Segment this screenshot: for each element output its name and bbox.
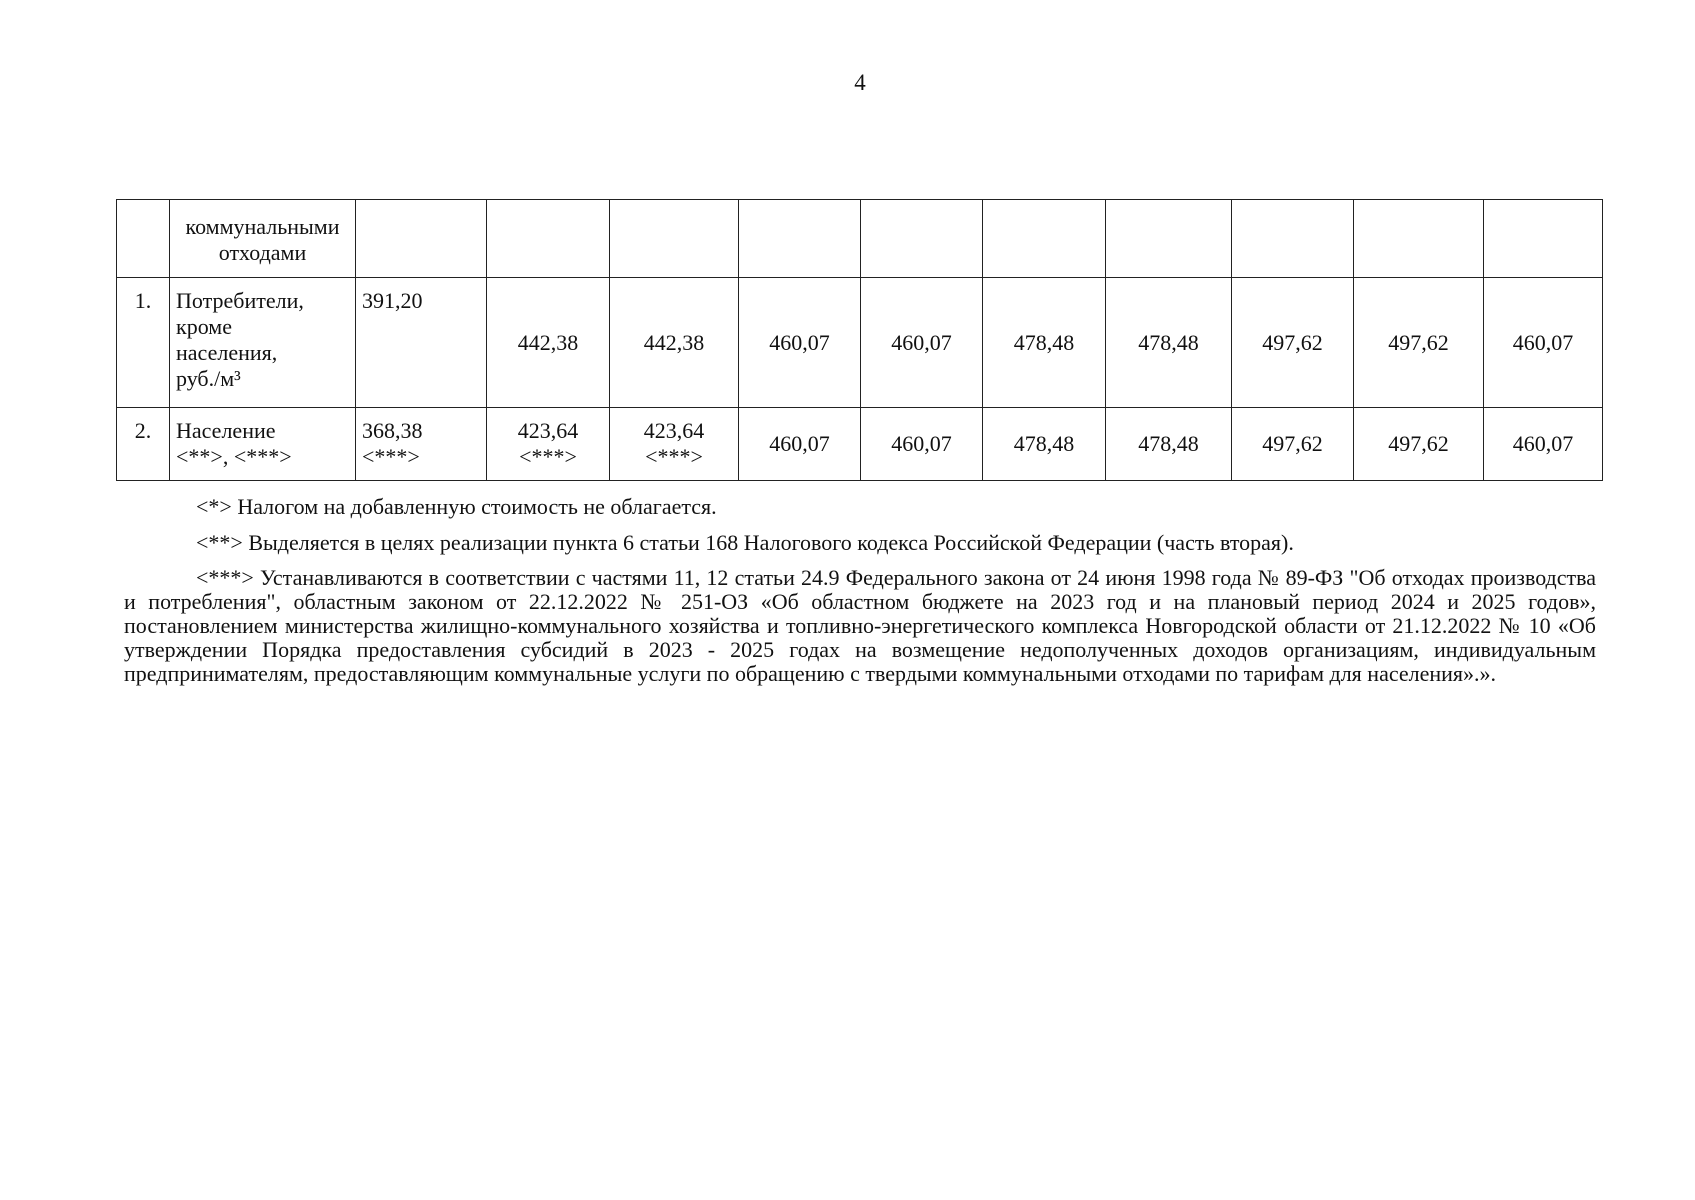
row-name xyxy=(170,408,356,481)
row-name-line: кроме xyxy=(176,314,232,339)
tariff-cell: 497,62 xyxy=(1232,408,1354,481)
tariff-cell xyxy=(487,408,610,481)
tariff-footnote-ref: <***> xyxy=(519,444,577,469)
tariff-base-cell xyxy=(356,408,487,481)
footnotes xyxy=(124,494,1596,697)
row-number: 1. xyxy=(117,278,170,408)
tariff-value: 368,38 xyxy=(362,418,423,443)
table-cell-empty xyxy=(1354,200,1484,278)
tariff-value: 423,64 xyxy=(517,418,579,443)
tariff-cell: 460,07 xyxy=(861,408,983,481)
row-name-line: населения, xyxy=(176,340,278,365)
table-cell-empty xyxy=(983,200,1106,278)
table-cell-empty xyxy=(1232,200,1354,278)
tariff-cell: 478,48 xyxy=(1106,278,1232,408)
tariff-table xyxy=(116,199,1603,481)
row-name-line: <**>, <***> xyxy=(176,444,292,469)
tariff-cell: 497,62 xyxy=(1354,408,1484,481)
tariff-value: 391,20 xyxy=(362,288,423,313)
table-header-row xyxy=(117,200,1603,278)
footnote-legal-basis: <***> Устанавливаются в соответствии с частями 11, 12 статьи 24.9 Федерального закона от 24 июня 1998 года № 89-ФЗ "Об отходах производства и потребления", областным законом от 22.12.2022 № 251-ОЗ «Об областном бюджете на 2023 год и на плановый период 2024 и 2025 годов», постановлением министерства жилищно-коммунального хозяйства и топливно-энергетического комплекса Новгородской области от 21.12.2022 № 10 «Об утверждении Порядка предоставления субсидий в 2023 - 2025 годах на возмещение недополученных доходов организациям, индивидуальным предпринимателям, предоставляющим коммунальные услуги по обращению с твердыми коммунальными отходами по тарифам для населения».». xyxy=(124,565,1596,686)
row-name-line: Население xyxy=(176,418,276,443)
header-name-line: коммунальными xyxy=(185,214,340,239)
table-cell-empty xyxy=(356,200,487,278)
table-cell-empty xyxy=(861,200,983,278)
tariff-footnote-ref: <***> xyxy=(645,444,703,469)
tariff-cell: 478,48 xyxy=(1106,408,1232,481)
tariff-base-cell xyxy=(356,278,487,408)
table-cell-empty xyxy=(1106,200,1232,278)
row-name xyxy=(170,278,356,408)
footnote-tax-code: <**> Выделяется в целях реализации пункта 6 статьи 168 Налогового кодекса Российской Федерации (часть вторая). xyxy=(196,530,1294,555)
tariff-cell: 478,48 xyxy=(983,278,1106,408)
table-cell-empty xyxy=(610,200,739,278)
page-number: 4 xyxy=(854,70,866,95)
row-number: 2. xyxy=(117,408,170,481)
tariff-cell: 460,07 xyxy=(739,278,861,408)
table-cell-empty xyxy=(739,200,861,278)
table-cell-empty xyxy=(1484,200,1603,278)
table-cell-empty xyxy=(487,200,610,278)
table-row xyxy=(117,408,1603,481)
tariff-cell: 442,38 xyxy=(487,278,610,408)
footnote-vat: <*> Налогом на добавленную стоимость не облагается. xyxy=(196,494,717,519)
tariff-cell xyxy=(610,408,739,481)
tariff-cell: 497,62 xyxy=(1354,278,1484,408)
row-name-line: Потребители, xyxy=(176,288,304,313)
tariff-cell: 460,07 xyxy=(1484,278,1603,408)
tariff-value: 423,64 xyxy=(643,418,705,443)
tariff-cell: 460,07 xyxy=(861,278,983,408)
header-name-line: отходами xyxy=(218,240,307,265)
column-header-consumer-group xyxy=(170,200,356,278)
tariff-footnote-ref: <***> xyxy=(362,444,420,469)
tariff-cell: 460,07 xyxy=(1484,408,1603,481)
table-row xyxy=(117,278,1603,408)
tariff-cell: 497,62 xyxy=(1232,278,1354,408)
row-name-line: руб./м³ xyxy=(176,366,241,391)
tariff-cell: 478,48 xyxy=(983,408,1106,481)
tariff-cell: 442,38 xyxy=(610,278,739,408)
tariff-cell: 460,07 xyxy=(739,408,861,481)
table-cell-empty xyxy=(117,200,170,278)
